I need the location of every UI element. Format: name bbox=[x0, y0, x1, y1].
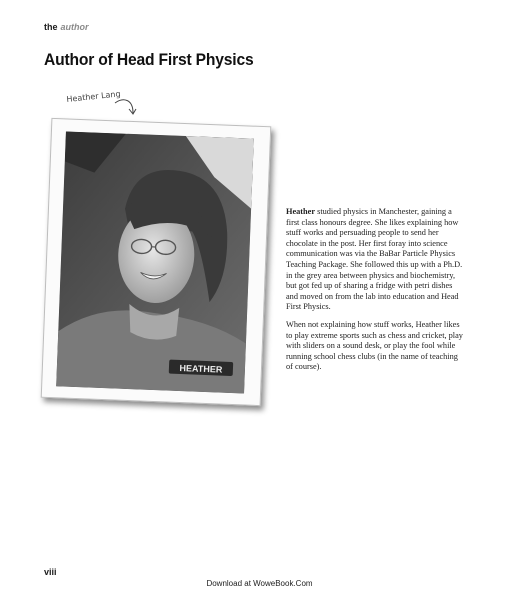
curved-arrow-icon bbox=[113, 97, 139, 119]
author-name: Heather bbox=[286, 207, 316, 216]
download-footer: Download at WoweBook.Com bbox=[206, 579, 313, 588]
running-header-prefix: the bbox=[44, 22, 58, 32]
running-header bbox=[44, 22, 89, 32]
photo-caption: Heather Lang bbox=[66, 89, 121, 104]
bio-paragraph-1-text: studied physics in Manchester, gaining a first class honours degree. She likes explaining how stuff works and persuading people to send her chocolate in the post. Her first foray into science communication was via the BaBar Particle Physics Teaching Package. She followed this up with a Ph.D. in the grey area between physics and biochemistry, but got fed up of sharing a fridge with petri dishes and moved on from the lab into education and Head First Physics. bbox=[286, 207, 463, 312]
name-badge-text: HEATHER bbox=[179, 362, 223, 375]
bio-paragraph-1 bbox=[286, 207, 464, 313]
page-title: Author of Head First Physics bbox=[44, 50, 254, 69]
author-bio bbox=[286, 207, 464, 380]
page-number: viii bbox=[44, 567, 57, 577]
bio-paragraph-2: When not explaining how stuff works, Heather likes to play extreme sports such as chess and cricket, play with sliders on a sound desk, or play the fool while running school chess clubs (in the name of teaching of course). bbox=[286, 319, 463, 372]
running-header-section: author bbox=[60, 22, 89, 32]
author-photo-frame bbox=[41, 118, 272, 406]
author-photo bbox=[56, 131, 254, 393]
